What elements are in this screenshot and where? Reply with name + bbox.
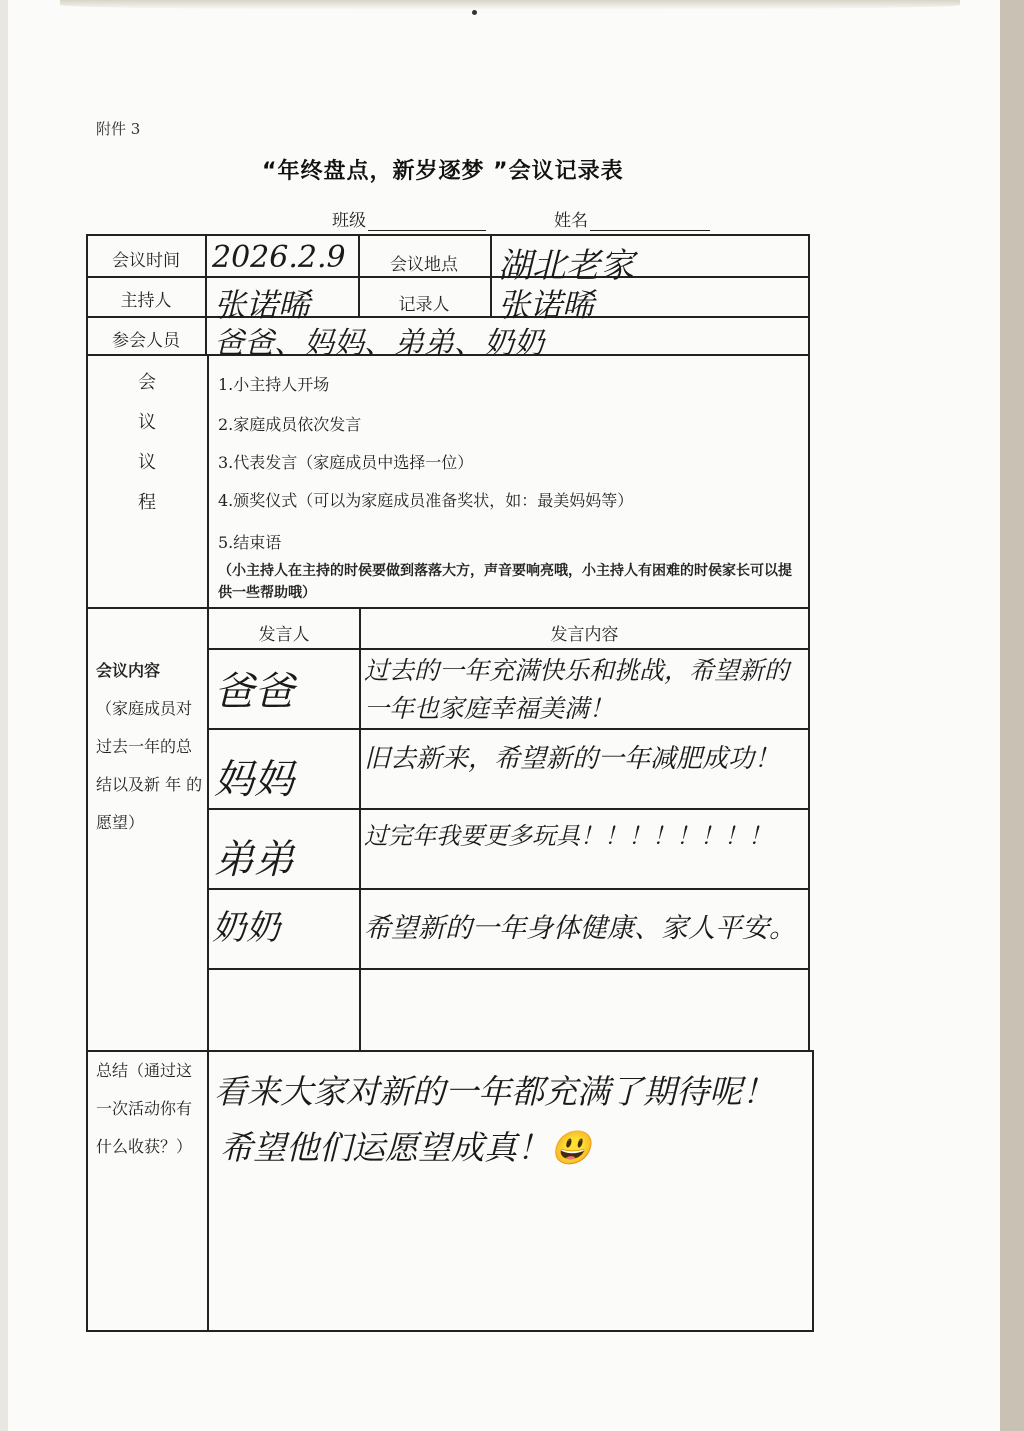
agenda-item: 4.颁奖仪式（可以为家庭成员准备奖状，如：最美妈妈等） xyxy=(218,491,634,510)
name-blank xyxy=(590,214,710,231)
agenda-note: （小主持人在主持的时侯要做到落落大方，声音要响亮哦，小主持人有困难的时侯家长可以提供一些帮助哦） xyxy=(218,563,792,601)
content-side-desc: （家庭成员对过去一年的总结以及新 年 的 愿望） xyxy=(96,699,203,832)
host-value: 张诺晞 xyxy=(214,286,311,324)
summary-line: 看来大家对新的一年都充满了期待呢！ xyxy=(214,1072,775,1111)
agenda-side-char: 议 xyxy=(138,412,156,433)
class-field xyxy=(332,206,486,231)
agenda-item: 3.代表发言（家庭成员中选择一位） xyxy=(218,453,474,472)
speaker-cell: 奶奶 xyxy=(212,908,280,948)
paper-mark xyxy=(472,10,477,15)
time-label: 会议时间 xyxy=(112,251,180,271)
agenda-item: 2.家庭成员依次发言 xyxy=(218,415,362,434)
summary-label: 总结（通过这一次活动你有什么收获？） xyxy=(96,1061,193,1156)
place-value: 湖北老家 xyxy=(498,246,634,286)
agenda-side-char: 会 xyxy=(138,372,156,393)
col-content-header: 发言内容 xyxy=(550,625,619,645)
content-cell: 旧去新来，希望新的一年减肥成功！ xyxy=(364,744,781,774)
agenda-side-char: 程 xyxy=(138,492,156,513)
class-blank xyxy=(368,214,486,231)
class-label: 班级 xyxy=(332,211,366,231)
host-label: 主持人 xyxy=(120,291,172,311)
content-cell: 过去的一年充满快乐和挑战，希望新的一年也家庭幸福美满！ xyxy=(364,656,790,723)
summary-line: 希望他们运愿望成真！😃 xyxy=(220,1128,592,1167)
time-value: 2026.2.9 xyxy=(212,240,346,275)
agenda-side-char: 议 xyxy=(138,452,156,473)
recorder-label: 记录人 xyxy=(398,295,450,315)
recorder-value: 张诺晞 xyxy=(498,286,595,324)
name-label: 姓名 xyxy=(554,211,588,231)
speaker-cell: 弟弟 xyxy=(214,837,294,883)
attendees-label: 参会人员 xyxy=(112,331,180,351)
content-cell: 过完年我要更多玩具！！！！！！！！ xyxy=(364,822,772,850)
attendees-value: 爸爸、妈妈、弟弟、奶奶 xyxy=(214,326,544,361)
speaker-cell: 爸爸 xyxy=(214,669,294,715)
agenda-item: 1.小主持人开场 xyxy=(218,375,330,394)
paper-fold xyxy=(60,0,960,10)
content-side-title: 会议内容 xyxy=(96,661,161,680)
agenda-item: 5.结束语 xyxy=(218,533,282,552)
appendix-label: 附件 3 xyxy=(96,120,141,138)
speaker-cell: 妈妈 xyxy=(214,757,294,803)
place-label: 会议地点 xyxy=(390,255,458,275)
col-speaker-header: 发言人 xyxy=(258,625,310,645)
background-strip xyxy=(1000,0,1024,1431)
name-field xyxy=(554,206,710,231)
form-title: “年终盘点，新岁逐梦 ”会议记录表 xyxy=(262,159,624,184)
content-cell: 希望新的一年身体健康、家人平安。 xyxy=(364,913,796,944)
